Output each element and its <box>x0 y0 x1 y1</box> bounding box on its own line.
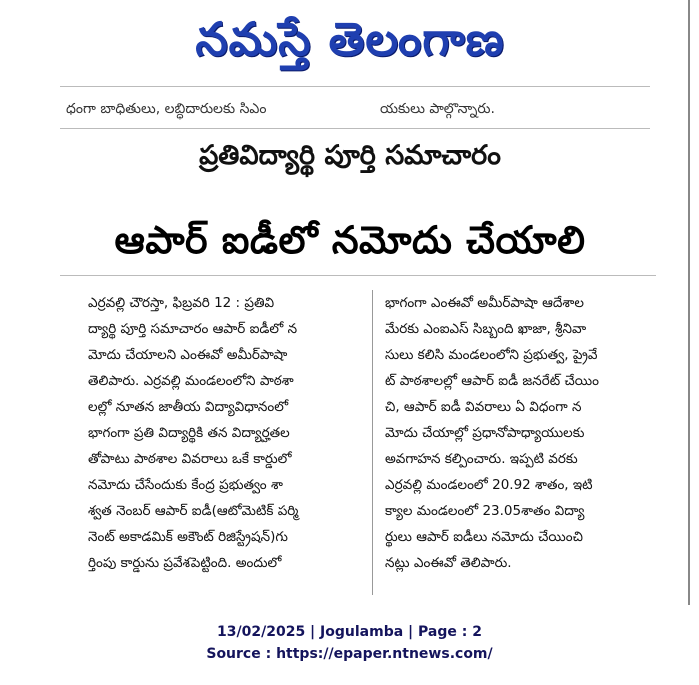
article-subheadline: ప్రతివిద్యార్థి పూర్తి సమాచారం <box>199 140 501 171</box>
article-body-line: నెంట్‌ అకాడమిక్‌ అకౌంట్‌ రిజిస్ట్రేషన్‌)గు <box>88 529 288 545</box>
clipping-right-border <box>688 0 690 605</box>
article-body-line: సులు కలిసి మండలంలోని ప్రభుత్వ, ప్రైవే <box>385 347 598 363</box>
article-body-right-column <box>385 290 667 576</box>
article-body-line: నమోదు చేసేందుకు కేంద్ర ప్రభుత్వం శా <box>88 477 283 493</box>
article-body-line: ద్యార్థి పూర్తి సమాచారం ఆపార్‌ ఐడీలో న <box>88 321 298 337</box>
article-body-line: భాగంగా ఎంఈవో అమీర్‌పాషా ఆదేశాల <box>385 295 584 311</box>
article-body-line: మోదు చేయాలని ఎంఈవో అమీర్‌పాషా <box>88 347 288 363</box>
article-body-line: ఎర్రవల్లి మండలంలో 20.92 శాతం, ఇటి <box>385 477 593 493</box>
article-body-line: మేరకు ఎంఐఎస్‌ సిబ్బంది ఖాజా, శ్రీనివా <box>385 321 587 337</box>
newspaper-masthead-logo: నమస్తే తెలంగాణ <box>195 12 505 66</box>
article-body-line: భాగంగా ప్రతి విద్యార్థికి తన విద్యార్హతల <box>88 425 290 441</box>
article-body-line: తోపాటు పాఠశాల వివరాలు ఒకే కార్డులో <box>88 451 292 467</box>
article-body-line: శ్వత నెంబర్‌ ఆపార్‌ ఐడీ(ఆటోమెటిక్‌ పర్మి <box>88 503 299 519</box>
prev-article-strip-right: యకులు పాల్గొన్నారు. <box>380 101 495 117</box>
masthead-divider <box>60 86 650 87</box>
article-body-line: నట్లు ఎంఈవో తెలిపారు. <box>385 555 512 571</box>
article-body-line: ఎర్రవల్లి చౌరస్తా, ఫిబ్రవరి 12 : ప్రతివి <box>88 295 275 311</box>
prev-article-strip-left: ధంగా బాధితులు, లబ్ధిదారులకు సిఎం <box>66 101 267 117</box>
article-body-line: అవగాహన కల్పించారు. ఇప్పటి వరకు <box>385 451 578 467</box>
article-body-left-column <box>88 290 370 576</box>
article-body-line: ర్తింపు కార్డును ప్రవేశపెట్టింది. అందులో <box>88 555 282 571</box>
strip-divider <box>60 128 650 129</box>
clipping-date-edition-page: 13/02/2025 | Jogulamba | Page : 2 <box>217 624 482 640</box>
article-body-line: ట్‌ పాఠశాలల్లో ఆపార్‌ ఐడీ జనరేట్‌ చేయిం <box>385 373 599 389</box>
clipping-source-url: Source : https://epaper.ntnews.com/ <box>206 646 493 662</box>
column-separator <box>372 290 373 595</box>
article-body-line: మోదు చేయాల్లో ప్రధానోపాధ్యాయులకు <box>385 425 585 441</box>
article-body-line: ర్థులు ఆపార్‌ ఐడీలు నమోదు చేయించి <box>385 529 583 545</box>
article-body-line: లల్లో నూతన జాతీయ విద్యావిధానంలో <box>88 399 289 415</box>
article-body-line: చి, ఆపార్‌ ఐడీ వివరాలు ఏ విధంగా న <box>385 399 582 415</box>
article-headline: ఆపార్‌ ఐడీలో నమోదు చేయాలి <box>114 218 586 262</box>
article-body-line: క్యాల మండలంలో 23.05శాతం విద్యా <box>385 503 585 519</box>
article-body-line: తెలిపారు. ఎర్రవల్లి మండలంలోని పాఠశా <box>88 373 294 389</box>
